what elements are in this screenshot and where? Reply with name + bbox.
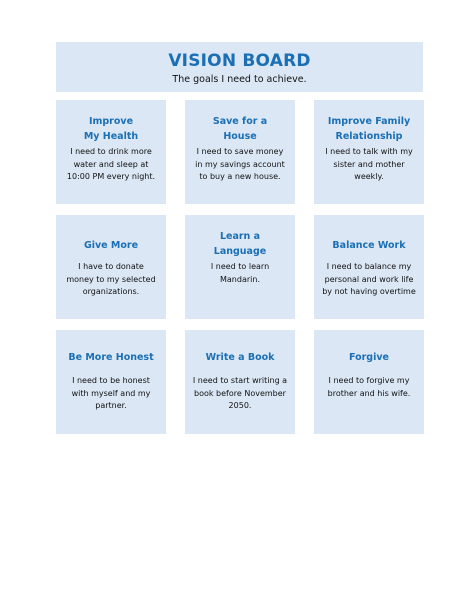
goal-description: I have to donate money to my selected organizations. (66, 262, 156, 296)
goal-description: I need to save money in my savings account to buy a new house. (195, 147, 285, 181)
goal-description: I need to balance my personal and work life by not having overtime (322, 262, 416, 296)
goal-description: I need to start writing a book before November 2050. (192, 376, 288, 410)
goal-title: Forgive (348, 352, 389, 363)
goal-title: Save for a House (212, 116, 268, 142)
goal-title: Improve Family Relationship (327, 116, 411, 142)
goal-title: Write a Book (205, 352, 275, 363)
goal-card-be-more-honest (56, 330, 166, 434)
goal-card-balance-work (314, 215, 424, 319)
goal-card-give-more (56, 215, 166, 319)
goal-title: Learn a Language (213, 231, 267, 257)
goal-card-forgive (314, 330, 424, 434)
goal-description: I need to drink more water and sleep at 10:00 PM every night. (66, 147, 156, 181)
goal-card-save-for-a-house (185, 100, 295, 204)
page-subtitle: The goals I need to achieve. (172, 74, 307, 85)
goal-title: Give More (83, 240, 139, 251)
goal-description: I need to forgive my brother and his wife. (327, 376, 411, 398)
goal-card-improve-family-relationship (314, 100, 424, 204)
goal-title: Improve My Health (83, 116, 139, 142)
goal-card-improve-my-health (56, 100, 166, 204)
goal-description: I need to learn Mandarin. (210, 262, 270, 284)
vision-board-header (56, 42, 423, 92)
goal-title: Balance Work (332, 240, 406, 251)
goal-card-learn-a-language (185, 215, 295, 319)
goal-description: I need to be honest with myself and my partner. (71, 376, 151, 410)
page-title: VISION BOARD (168, 51, 311, 71)
goal-title: Be More Honest (68, 352, 154, 363)
goal-card-write-a-book (185, 330, 295, 434)
goal-description: I need to talk with my sister and mother weekly. (325, 147, 413, 181)
